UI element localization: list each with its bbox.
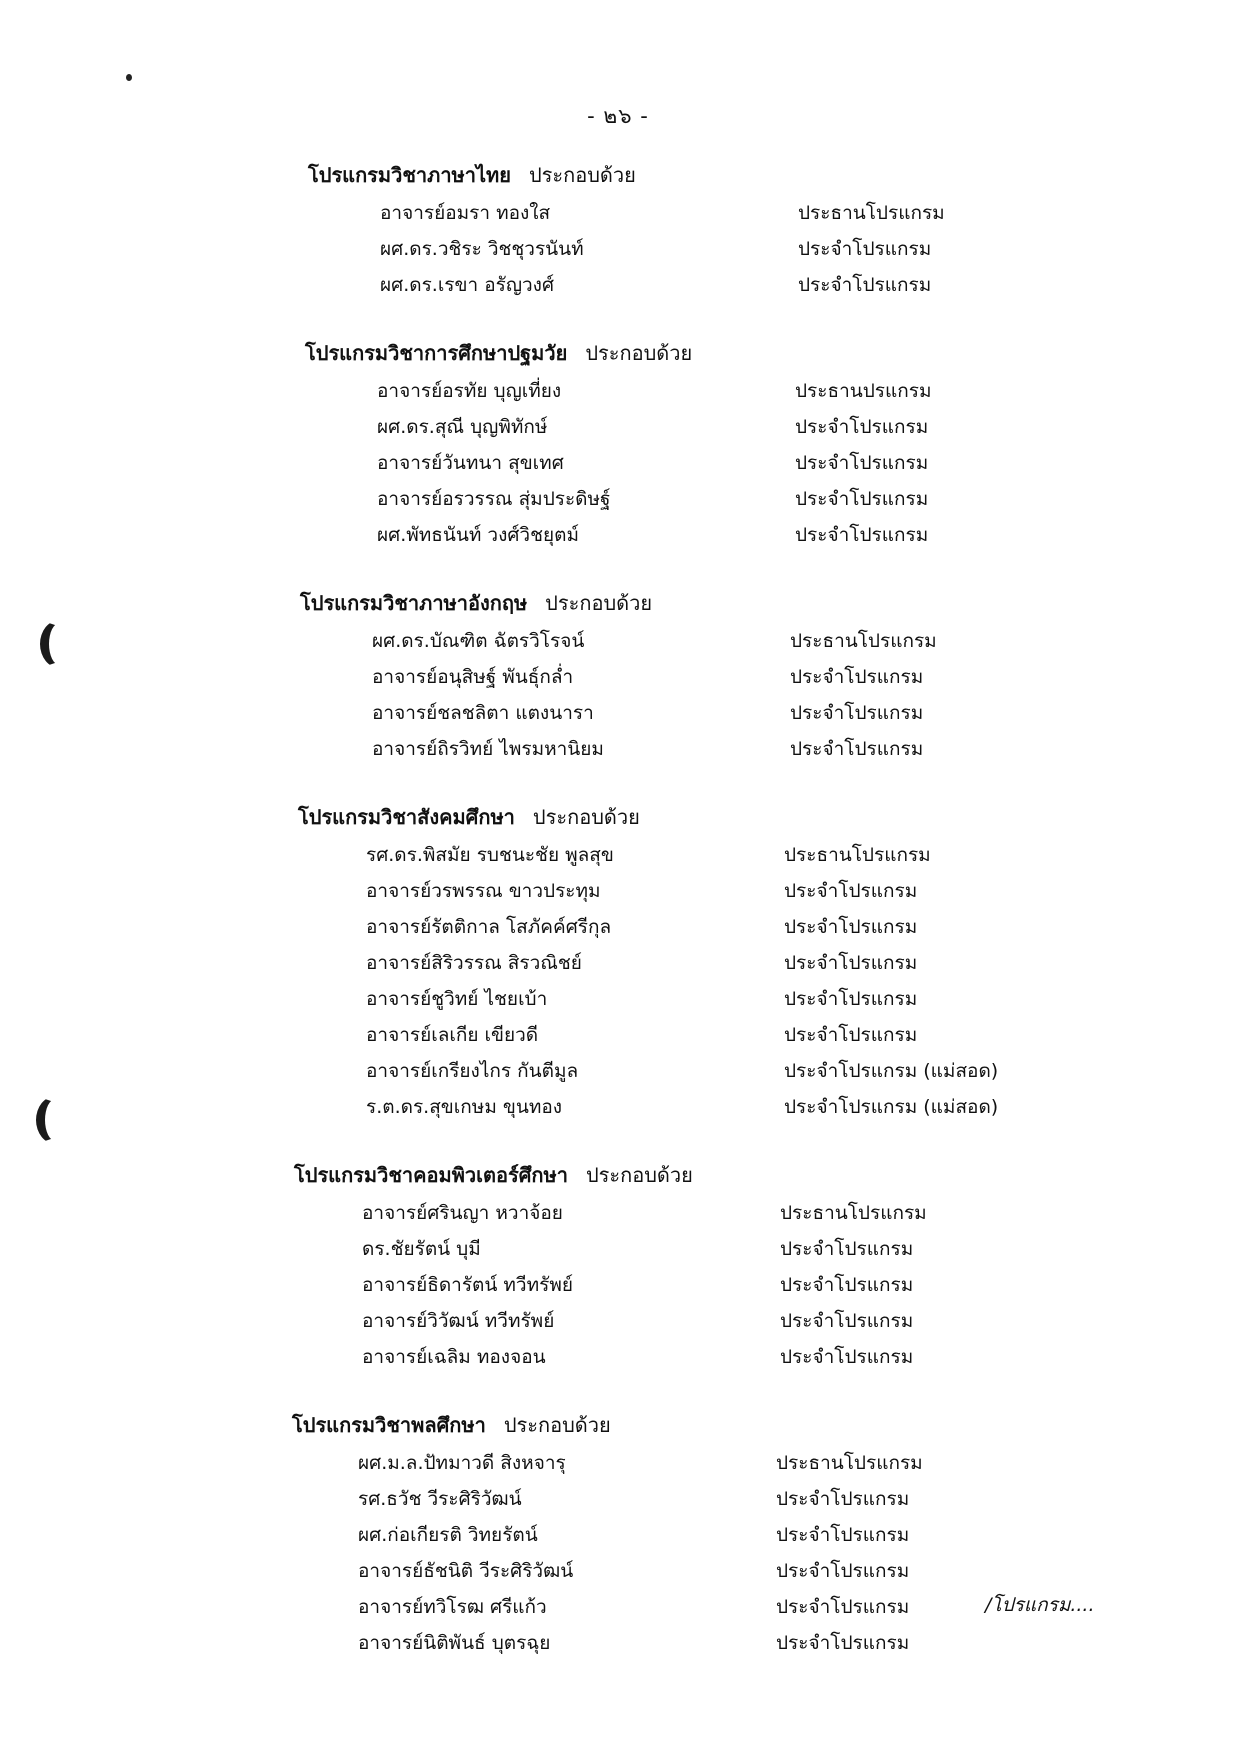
member-name: ผศ.ดร.วชิระ วิชชุวรนันท์: [380, 238, 584, 260]
member-name: รศ.ธวัช วีระศิริวัฒน์: [358, 1488, 522, 1510]
member-name: ผศ.ก่อเกียรติ วิทยรัตน์: [358, 1524, 538, 1546]
section-title: โปรแกรมวิชาภาษาไทย: [308, 163, 511, 187]
member-name: ผศ.ดร.บัณฑิต ฉัตรวิโรจน์: [372, 630, 585, 652]
member-row: [298, 873, 1236, 909]
member-role: ประจำโปรแกรม: [798, 274, 932, 296]
section-english: [300, 583, 1236, 767]
section-title: โปรแกรมวิชาภาษาอังกฤษ: [300, 591, 528, 615]
member-name: อาจารย์เฉลิม ทองจอน: [362, 1346, 546, 1368]
member-row: [292, 1625, 1236, 1661]
member-role: ประจำโปรแกรม: [795, 416, 929, 438]
member-role: ประจำโปรแกรม (แม่สอด): [784, 1096, 999, 1118]
member-row: [298, 1053, 1236, 1089]
member-role: ประจำโปรแกรม: [784, 916, 918, 938]
member-role: ประจำโปรแกรม: [776, 1524, 910, 1546]
section-header: [305, 333, 1236, 373]
member-role: ประธานปรแกรม: [795, 380, 932, 402]
member-role: ประจำโปรแกรม: [780, 1274, 914, 1296]
section-physical-education: [292, 1405, 1236, 1661]
section-suffix: ประกอบด้วย: [585, 341, 693, 365]
member-row: [308, 267, 1236, 303]
member-row: [305, 409, 1236, 445]
member-name: รศ.ดร.พิสมัย รบชนะชัย พูลสุข: [366, 844, 614, 866]
member-name: อาจารย์อรวรรณ สุ่มประดิษฐ์: [377, 488, 611, 510]
member-row: [294, 1303, 1236, 1339]
section-computer-education: [294, 1155, 1236, 1375]
member-row: [292, 1445, 1236, 1481]
member-name: อาจารย์อนุสิษฐ์ พันธุ์กล่ำ: [372, 666, 574, 688]
member-row: [294, 1339, 1236, 1375]
member-role: ประจำโปรแกรม: [776, 1560, 910, 1582]
member-row: [294, 1231, 1236, 1267]
member-name: ผศ.ดร.เรขา อรัญวงศ์: [380, 274, 555, 296]
section-suffix: ประกอบด้วย: [503, 1413, 611, 1437]
member-role: ประจำโปรแกรม: [776, 1632, 910, 1654]
member-row: [292, 1553, 1236, 1589]
member-name: อาจารย์ชูวิทย์ ไชยเบ้า: [366, 988, 548, 1010]
section-header: [292, 1405, 1236, 1445]
member-row: [300, 731, 1236, 767]
member-row: [300, 659, 1236, 695]
section-social-studies: [298, 797, 1236, 1125]
member-row: [300, 623, 1236, 659]
member-role: ประจำโปรแกรม: [776, 1596, 910, 1618]
member-row: [294, 1195, 1236, 1231]
member-name: อาจารย์เกรียงไกร กันตีมูล: [366, 1060, 579, 1082]
member-name: อาจารย์รัตติกาล โสภัคค์ศรีกุล: [366, 916, 612, 938]
member-row: [298, 981, 1236, 1017]
section-suffix: ประกอบด้วย: [528, 163, 636, 187]
member-role: ประจำโปรแกรม: [790, 666, 924, 688]
member-row: [305, 373, 1236, 409]
member-name: อาจารย์อมรา ทองใส: [380, 202, 551, 224]
member-row: [298, 1017, 1236, 1053]
member-row: [308, 195, 1236, 231]
member-role: ประจำโปรแกรม: [790, 702, 924, 724]
section-suffix: ประกอบด้วย: [532, 805, 640, 829]
member-name: อาจารย์วิวัฒน์ ทวีทรัพย์: [362, 1310, 555, 1332]
member-row: [292, 1517, 1236, 1553]
member-name: อาจารย์ศรินญา หวาจ้อย: [362, 1202, 563, 1224]
member-role: ประจำโปรแกรม: [784, 952, 918, 974]
section-header: [294, 1155, 1236, 1195]
member-name: ผศ.พัทธนันท์ วงศ์วิชยุตม์: [377, 524, 579, 546]
section-header: [298, 797, 1236, 837]
member-row: [294, 1267, 1236, 1303]
member-role: ประจำโปรแกรม: [776, 1488, 910, 1510]
member-role: ประจำโปรแกรม: [780, 1238, 914, 1260]
member-row: [305, 445, 1236, 481]
member-name: ผศ.ดร.สุณี บุญพิทักษ์: [377, 416, 548, 438]
member-row: [305, 481, 1236, 517]
member-role: ประธานโปรแกรม: [776, 1452, 923, 1474]
member-role: ประธานโปรแกรม: [790, 630, 937, 652]
member-role: ประจำโปรแกรม: [795, 452, 929, 474]
section-suffix: ประกอบด้วย: [545, 591, 653, 615]
member-name: อาจารย์ทวิโรฒ ศรีแก้ว: [358, 1596, 547, 1618]
member-role: ประธานโปรแกรม: [798, 202, 945, 224]
section-header: [308, 155, 1236, 195]
section-title: โปรแกรมวิชาพลศึกษา: [292, 1413, 486, 1437]
member-row: [305, 517, 1236, 553]
member-role: ประจำโปรแกรม: [798, 238, 932, 260]
member-name: อาจารย์ธิดารัตน์ ทวีทรัพย์: [362, 1274, 573, 1296]
program-sections: [0, 155, 1236, 1661]
continuation-note: /โปรแกรม....: [985, 1594, 1095, 1616]
section-title: โปรแกรมวิชาคอมพิวเตอร์ศึกษา: [294, 1163, 568, 1187]
member-name: อาจารย์วันทนา สุขเทศ: [377, 452, 564, 474]
member-role: ประจำโปรแกรม: [784, 988, 918, 1010]
member-role: ประจำโปรแกรม: [795, 488, 929, 510]
section-title: โปรแกรมวิชาการศึกษาปฐมวัย: [305, 341, 568, 365]
member-role: ประจำโปรแกรม: [784, 1024, 918, 1046]
member-name: ร.ต.ดร.สุขเกษม ขุนทอง: [366, 1096, 563, 1118]
member-row: [292, 1481, 1236, 1517]
member-role: ประจำโปรแกรม: [790, 738, 924, 760]
section-early-childhood: [305, 333, 1236, 553]
member-name: อาจารย์ชลชลิตา แตงนารา: [372, 702, 594, 724]
section-suffix: ประกอบด้วย: [585, 1163, 693, 1187]
member-row: [298, 837, 1236, 873]
member-name: อาจารย์ถิรวิทย์ ไพรมหานิยม: [372, 738, 604, 760]
member-name: อาจารย์สิริวรรณ สิรวณิชย์: [366, 952, 582, 974]
member-name: อาจารย์นิติพันธ์ บุตรฉุย: [358, 1632, 551, 1654]
member-row: [298, 945, 1236, 981]
member-role: ประธานโปรแกรม: [784, 844, 931, 866]
member-role: ประจำโปรแกรม (แม่สอด): [784, 1060, 999, 1082]
member-row: [308, 231, 1236, 267]
section-thai: [308, 155, 1236, 303]
member-name: อาจารย์อรทัย บุญเที่ยง: [377, 380, 562, 402]
member-role: ประจำโปรแกรม: [780, 1310, 914, 1332]
member-name: อาจารย์เลเกีย เขียวดี: [366, 1024, 539, 1046]
member-role: ประจำโปรแกรม: [780, 1346, 914, 1368]
member-role: ประธานโปรแกรม: [780, 1202, 927, 1224]
member-name: อาจารย์ธัชนิติ วีระศิริวัฒน์: [358, 1560, 574, 1582]
member-row: [300, 695, 1236, 731]
member-name: อาจารย์วรพรรณ ขาวประทุม: [366, 880, 601, 902]
section-title: โปรแกรมวิชาสังคมศึกษา: [298, 805, 515, 829]
member-role: ประจำโปรแกรม: [795, 524, 929, 546]
scan-speck: [126, 74, 132, 81]
member-role: ประจำโปรแกรม: [784, 880, 918, 902]
member-row: [298, 909, 1236, 945]
member-name: ผศ.ม.ล.ปัทมาวดี สิงหจารุ: [358, 1452, 566, 1474]
section-header: [300, 583, 1236, 623]
page-number: - ๒๖ -: [587, 104, 649, 128]
member-name: ดร.ชัยรัตน์ บุมี: [362, 1238, 481, 1260]
member-row: [298, 1089, 1236, 1125]
